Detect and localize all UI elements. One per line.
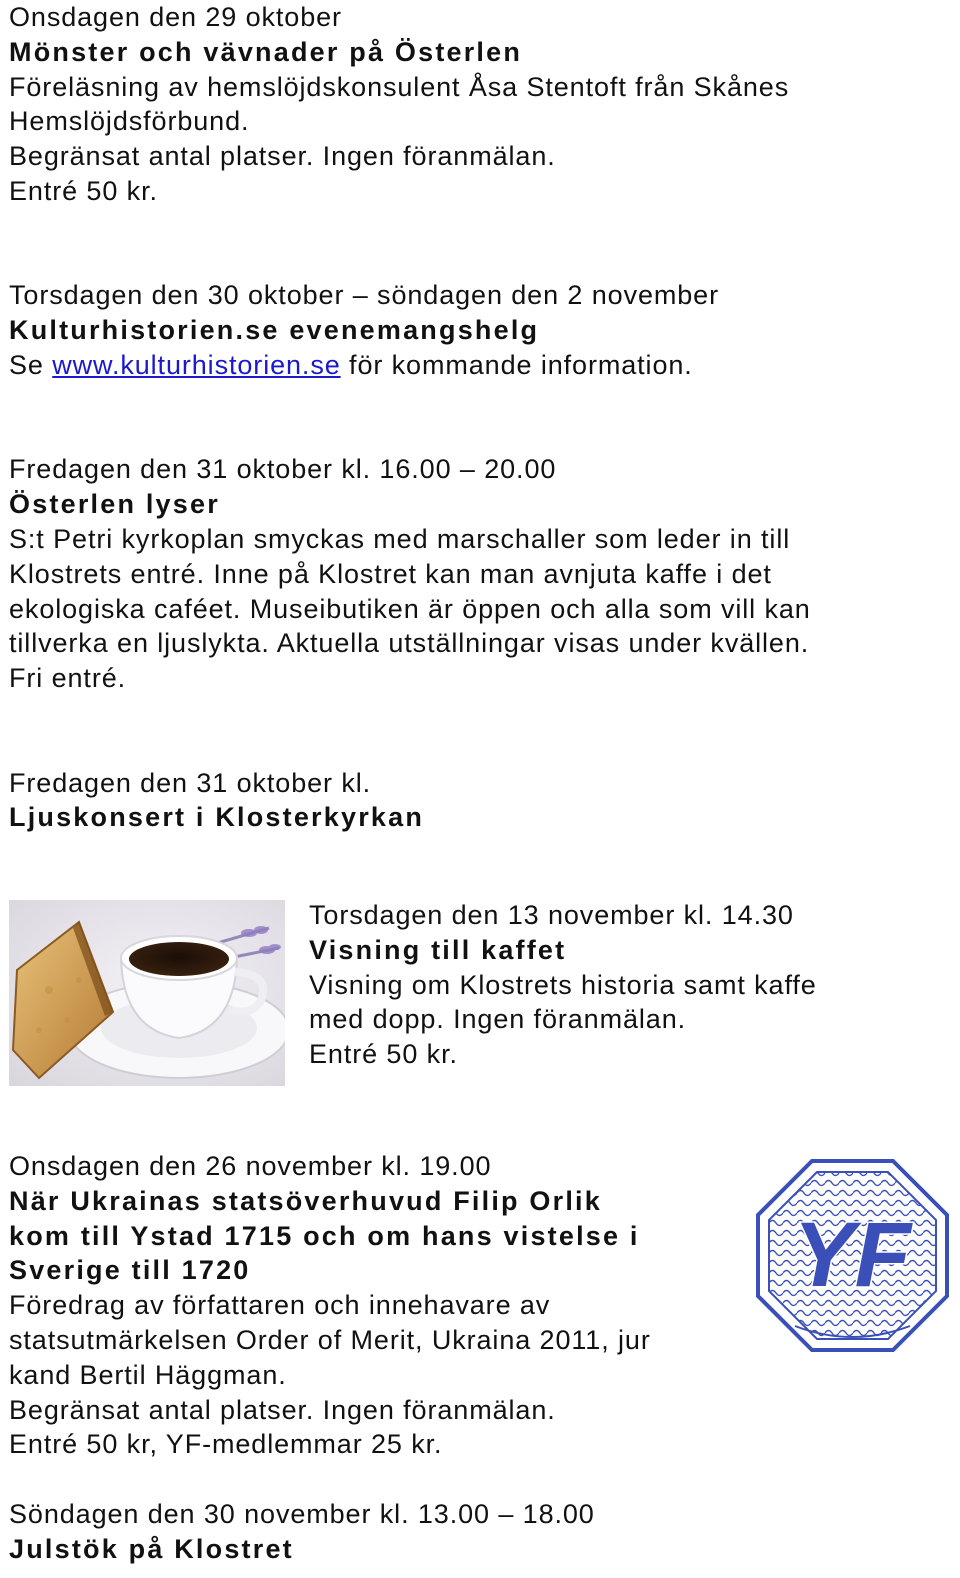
- event-info-line: [9, 348, 949, 383]
- event-1: [9, 0, 949, 209]
- event-text-line: Begränsat antal platser. Ingen föranmälan.: [9, 141, 556, 172]
- event-text-line: Fri entré.: [9, 663, 127, 694]
- event-title-line: kom till Ystad 1715 och om hans vistelse i: [9, 1220, 640, 1251]
- event-4: [9, 766, 949, 836]
- event-title: Kulturhistorien.se evenemangshelg: [9, 315, 540, 346]
- event-date: Torsdagen den 13 november kl. 14.30: [309, 900, 794, 930]
- event-date: Onsdagen den 26 november kl. 19.00: [9, 1151, 492, 1181]
- event-title: Visning till kaffet: [309, 934, 567, 965]
- event-text-line: Föredrag av författaren och innehavare av: [9, 1290, 551, 1321]
- event-text-line: ekologiska caféet. Museibutiken är öppen och alla som vill kan: [9, 593, 811, 624]
- event-2: [9, 278, 949, 382]
- event-title: Julstök på Klostret: [9, 1533, 294, 1564]
- info-suffix: för kommande information.: [340, 349, 693, 380]
- event-5: [309, 898, 817, 1072]
- event-list: [9, 0, 949, 835]
- event-6: [9, 1149, 651, 1567]
- event-date: Torsdagen den 30 oktober – söndagen den 2 november: [9, 280, 719, 311]
- event-title: Ljuskonsert i Klosterkyrkan: [9, 802, 425, 833]
- event-text-line: Klostrets entré. Inne på Klostret kan man avnjuta kaffe i det: [9, 558, 772, 589]
- kulturhistorien-link[interactable]: www.kulturhistorien.se: [52, 349, 341, 380]
- coffee-cup-icon: [9, 900, 285, 1086]
- event-text-line: med dopp. Ingen föranmälan.: [309, 1004, 687, 1035]
- event-text-line: Entré 50 kr.: [309, 1039, 458, 1070]
- event-date: Fredagen den 31 oktober kl. 16.00 – 20.00: [9, 454, 557, 485]
- event-3: [9, 452, 949, 696]
- event-date: Onsdagen den 29 oktober: [9, 2, 342, 32]
- logo-letters: YF: [793, 1204, 911, 1306]
- event-text-line: Begränsat antal platser. Ingen föranmälan.: [9, 1394, 556, 1425]
- yf-octagon-logo-icon: [755, 1158, 950, 1353]
- event-text-line: kand Bertil Häggman.: [9, 1359, 287, 1390]
- event-text-line: Entré 50 kr.: [9, 175, 158, 206]
- event-7: [9, 1497, 651, 1567]
- event-title: Österlen lyser: [9, 489, 220, 520]
- event-text-line: Visning om Klostrets historia samt kaffe: [309, 969, 817, 1000]
- coffee-photo: [9, 900, 285, 1086]
- event-title: Mönster och vävnader på Österlen: [9, 36, 523, 67]
- event-title-line: När Ukrainas statsöverhuvud Filip Orlik: [9, 1185, 602, 1216]
- info-prefix: Se: [9, 349, 53, 380]
- event-text-line: Entré 50 kr, YF-medlemmar 25 kr.: [9, 1429, 443, 1460]
- event-text-line: statsutmärkelsen Order of Merit, Ukraina 2011, jur: [9, 1324, 651, 1355]
- event-date: Söndagen den 30 november kl. 13.00 – 18.00: [9, 1498, 595, 1529]
- event-text-line: Föreläsning av hemslöjdskonsulent Åsa Stentoft från Skånes: [9, 71, 790, 102]
- event-text-line: tillverka en ljuslykta. Aktuella utställningar visas under kvällen.: [9, 628, 810, 659]
- event-title-line: Sverige till 1720: [9, 1255, 251, 1286]
- event-date: Fredagen den 31 oktober kl.: [9, 767, 372, 798]
- event-text-line: Hemslöjdsförbund.: [9, 106, 250, 137]
- event-text-line: S:t Petri kyrkoplan smyckas med marschaller som leder in till: [9, 523, 791, 554]
- yf-logo: [755, 1158, 950, 1353]
